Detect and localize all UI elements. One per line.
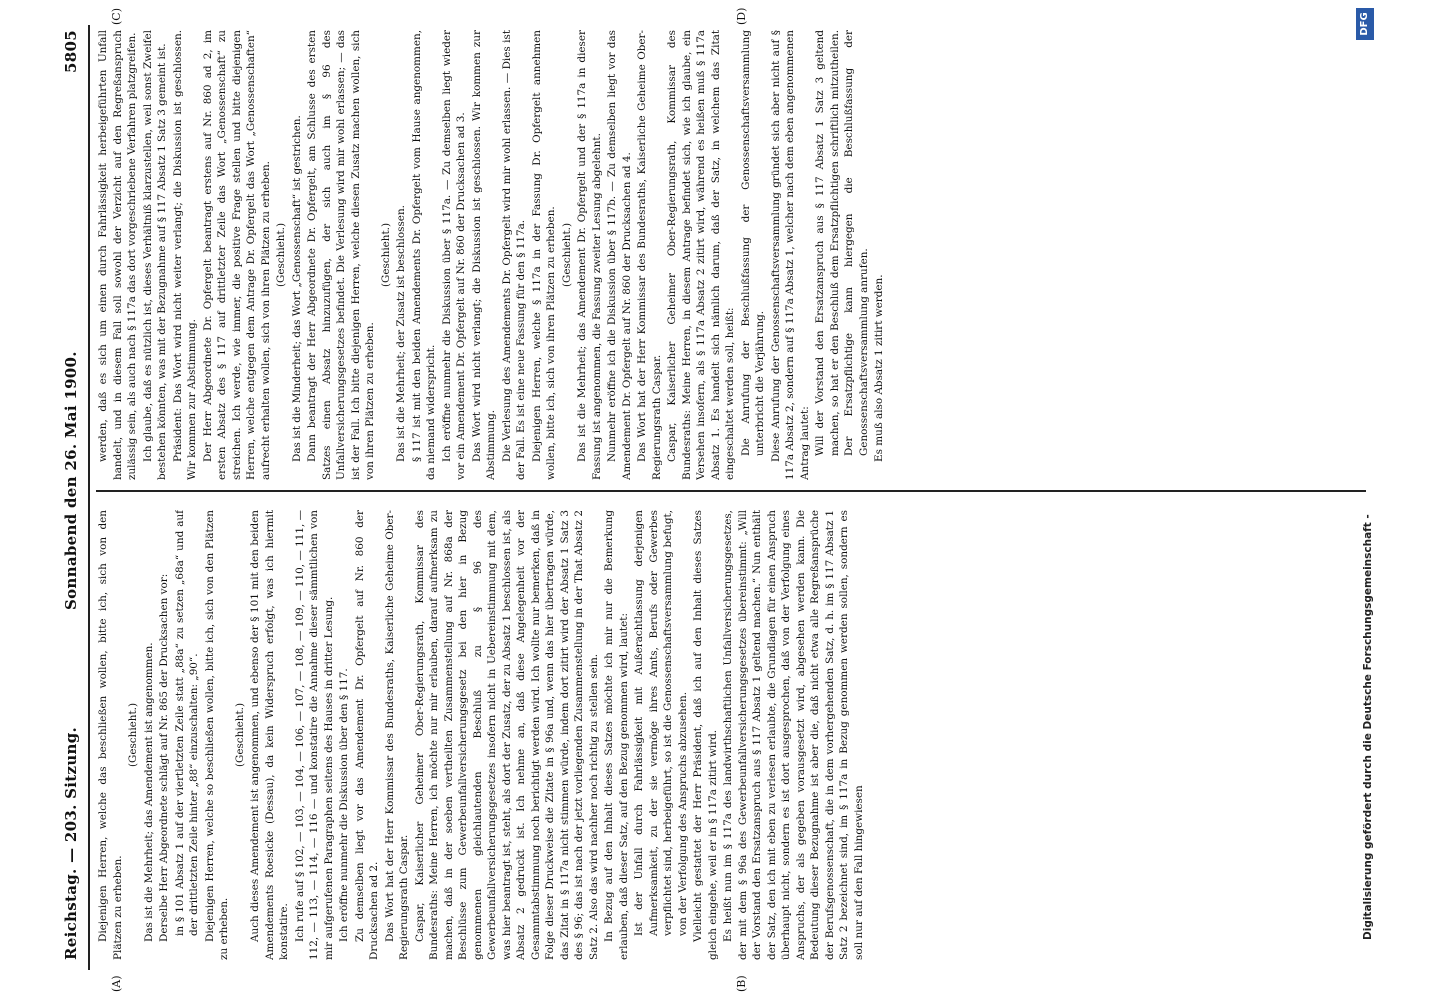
paragraph: Präsident: Das Wort wird nicht weiter verlangt; die Diskussion ist geschlossen. Wir kommen zur Abstimmung.	[171, 30, 198, 480]
paragraph: Derselbe Herr Abgeordnete schlägt auf Nr. 865 der Drucksachen vor:	[158, 573, 170, 942]
paragraph: Ich rufe auf § 102, — 103, — 104, — 106, — 107, — 108, — 109, — 110, — 111, — 112, — 113, — 114, — 116 — und konstatire die Annahme dieser sämmtlichen von mir aufgerufenen Paragraphen seitens des Hauses in dritter Lesung.	[293, 510, 335, 960]
paragraph: Ist der Unfall durch Fahrlässigkeit mit Außerachtlassung derjenigen Aufmerksamkeit, zu der sie vermöge ihres Amts, Berufs oder Gewerbes verpflichtet sind, herbeigeführt, so ist die Genossenschaftsversammlung befugt, von der Verfolgung des Anspruchs abzusehen.	[633, 510, 689, 936]
marker-b: (B)	[735, 975, 748, 992]
paragraph: Es heißt nun im § 117a des landwirthschaftlichen Unfallversicherungsgesetzes, der mit dem § 96a des Gewerbeunfallversicherungsgesetzes übereinstimmt: „Will der Vorstand den Ersatzanspruch aus § 117 Absatz 1 geltend machen.“ Nun enthält der Satz, den ich mit eben zu verlesen erlaubte, die Grundlagen für einen Anspruch überhaupt nicht, sondern es ist dort ausgesprochen, daß von der Verfolgung eines Anspruchs, der als gegeben vorausgesetzt wird, abgesehen werden kann. Die Bedeutung dieser Bezugnahme ist aber die, daß nicht etwa alle Regreßansprüche der Berufsgenossenschaft, die in dem vorhergehenden Satz, d. h. im § 117 Absatz 1 Satz 2 bezeichnet sind, im § 117a in Bezug genommen werden sollen, sondern es soll nur auf den Fall hingewiesen	[722, 510, 865, 960]
paragraph: (Geschieht.)	[560, 222, 573, 288]
header-date: Sonnabend den 26. Mai 1900.	[62, 351, 80, 610]
paragraph: § 117 ist mit den beiden Amendements Dr. Opfergelt vom Hause angenommen, da niemand widerspricht.	[410, 30, 437, 480]
paragraph: Die Verlesung des Amendements Dr. Opfergelt wird mir wohl erlassen. — Dies ist der Fall. Es ist eine neue Fassung für den § 117a.	[500, 30, 527, 480]
page-number: 5805	[62, 30, 80, 73]
paragraph: Das ist die Mehrheit; das Amendement ist angenommen.	[142, 642, 155, 942]
paragraph: werden, daß es sich um einen durch Fahrlässigkeit herbeigeführten Unfall handelt, und in diesem Fall soll sowohl der Verzicht auf den Regreßanspruch zulässig sein, als auch nach § 117a das dort vorgeschriebene Verfahren platzgreifen.	[97, 30, 138, 480]
paragraph: Nunmehr eröffne ich die Diskussion über § 117b. — Zu demselben liegt vor das Amendement Dr. Opfergelt auf Nr. 860 der Drucksachen ad 4.	[606, 30, 633, 480]
marker-c: (C)	[110, 8, 123, 25]
paragraph: Diejenigen Herren, welche § 117a in der Fassung Dr. Opfergelt annehmen wollen, bitte ich, sich von ihren Plätzen zu erheben.	[530, 30, 557, 480]
paragraph: Will der Vorstand den Ersatzanspruch aus § 117 Absatz 1 Satz 3 geltend machen, so hat er den Beschluß dem Ersatzpflichtigen schriftlich mitzutheilen. Der Ersatzpflichtige kann hiergegen die Beschlußfassung der Genossenschaftsversammlung anrufen.	[814, 30, 870, 456]
paragraph: Das ist die Mehrheit; der Zusatz ist beschlossen.	[395, 205, 407, 462]
paragraph: Auch dieses Amendement ist angenommen, und ebenso der § 101 mit den beiden Amendements Roesicke (Dessau), da kein Widerspruch erfolgt, was ich hiermit konstatire.	[249, 510, 290, 960]
paragraph: in § 101 Absatz 1 auf der viertletzten Zeile statt „88a“ zu setzen „68a“ und auf der drittletzten Zeile hinter „88“ einzuschalten: „90“.	[173, 510, 200, 936]
paragraph: Ich glaube, daß es nützlich ist, dieses Verhältniß klarzustellen, weil sonst Zweifel bestehen könnten, was mit der Bezugnahme auf § 117 Absatz 1 Satz 3 gemeint ist.	[141, 30, 168, 480]
paragraph: Caspar, Kaiserlicher Geheimer Ober-Regierungsrath, Kommissar des Bundesraths: Meine Herren, ich möchte nur mir erlauben, darauf aufmerksam zu machen, daß in der soeben vertheilten Zusammenstellung auf Nr. 868a der Beschlüsse zum Gewerbeunfallversicherungsgesetz bei den hier in Bezug genommenen gleichlautenden Beschluß zu § 96 des Gewerbeunfallversicherungsgesetzes insofern nicht in Uebereinstimmung mit dem, was hier beantragt ist, steht, als dort der Zusatz, der zu Absatz 1 beschlossen ist, als Absatz 2 gedruckt ist. Ich nehme an, daß diese Angelegenheit vor der Gesammtabstimmung noch berichtigt werden wird. Ich wollte nur bemerken, daß in Folge dieser Druckweise die Zitate in § 96a und, wenn das hier übertragen würde, das Zitat in § 117a nicht stimmen würde, indem dort zitirt wird der Absatz 1 Satz 3 des § 96; das ist nach der jetzt vorliegenden Zusammenstellung in der That Absatz 2 Satz 2. Also das wird nachher noch richtig zu stellen sein.	[413, 510, 600, 960]
paragraph: Ich eröffne nunmehr die Diskussion über § 117a. — Zu demselben liegt wieder vor ein Amendement Dr. Opfergelt auf Nr. 860 der Drucksachen ad 3.	[440, 30, 467, 480]
paragraph: (Geschieht.)	[233, 702, 246, 768]
left-column	[96, 510, 1366, 960]
dfg-logo: DFG	[1356, 8, 1374, 40]
header-rule	[88, 25, 90, 970]
paragraph: Ich eröffne nunmehr die Diskussion über den § 117.	[338, 668, 350, 942]
page-header	[62, 20, 86, 980]
paragraph: Diejenigen Herren, welche das beschließen wollen, bitte ich, sich von den Plätzen zu erheben.	[97, 510, 124, 960]
paragraph: Dann beantragt der Herr Abgeordnete Dr. Opfergelt, am Schlusse des ersten Satzes einen Absatz hinzuzufügen, der sich auch im § 96 des Unfallversicherungsgesetzes befindet. Die Verlesung wird mir wohl erlassen; — das ist der Fall. Ich bitte diejenigen Herren, welche diesen Zusatz machen wollen, sich von ihren Plätzen zu erheben.	[306, 30, 376, 480]
paragraph: Der Herr Abgeordnete Dr. Opfergelt beantragt erstens auf Nr. 860 ad 2, im ersten Absatz des § 117 auf drittletzter Zeile das Wort „Genossenschaft“ zu streichen. Ich werde, wie immer, die positive Frage stellen und bitte diejenigen Herren, welche entgegen dem Antrage Dr. Opfergelt das Wort „Genossenschaften“ aufrecht erhalten wollen, sich von ihren Plätzen zu erheben.	[201, 30, 272, 480]
paragraph: (Geschieht.)	[379, 222, 392, 288]
paragraph: Es muß also Absatz 1 zitirt werden.	[873, 274, 885, 462]
paragraph: In Bezug auf den Inhalt dieses Satzes möchte ich mir nur die Bemerkung erlauben, daß dieser Satz, auf den Bezug genommen wird, lautet:	[603, 510, 630, 960]
paragraph: Das Wort hat der Herr Kommissar des Bundesraths, Kaiserliche Geheime Ober-Regierungsrath Caspar.	[636, 30, 663, 480]
paragraph: Das ist die Mehrheit; das Amendement Dr. Opfergelt und der § 117a in dieser Fassung ist angenommen, die Fassung zweiter Lesung abgelehnt.	[576, 30, 603, 480]
paragraph: Die Anrufung der Beschlußfassung der Genossenschaftsversammlung unterbricht die Verjährung.	[739, 30, 766, 456]
paragraph: (Geschieht.)	[127, 702, 139, 768]
paragraph: Zu demselben liegt vor das Amendement Dr. Opfergelt auf Nr. 860 der Drucksachen ad 2.	[353, 510, 380, 960]
header-left: Reichstag. — 203. Sitzung.	[62, 726, 80, 960]
marker-a: (A)	[110, 975, 123, 992]
right-column	[96, 30, 1366, 480]
marker-d: (D)	[735, 7, 748, 25]
paragraph: Das Wort wird nicht verlangt; die Diskussion ist geschlossen. Wir kommen zur Abstimmung.	[470, 30, 497, 480]
column-divider	[96, 490, 1366, 492]
paragraph: Diejenigen Herren, welche so beschließen wollen, bitte ich, sich von den Plätzen zu erheben.	[203, 510, 230, 960]
paragraph: Vielleicht gestattet der Herr Präsident, daß ich auf den Inhalt dieses Satzes gleich eingehe, weil er in § 117a zitirt wird.	[692, 510, 719, 960]
paragraph: Diese Anrufung der Genossenschaftsversammlung gründet sich aber nicht auf § 117a Absatz 2, sondern auf § 117a Absatz 1, welcher nach dem eben angenommenen Antrag lautet:	[769, 30, 811, 480]
digitization-note: Digitalisierung gefördert durch die Deutsche Forschungsgemeinschaft -	[1362, 514, 1374, 940]
paragraph: (Geschieht.)	[275, 222, 287, 288]
paragraph: Das ist die Minderheit; das Wort „Genossenschaft“ ist gestrichen.	[290, 115, 303, 462]
paragraph: Das Wort hat der Herr Kommissar des Bundesraths, Kaiserliche Geheime Ober-Regierungsrath Caspar.	[383, 510, 410, 960]
paragraph: Caspar, Kaiserlicher Geheimer Ober-Regierungsrath, Kommissar des Bundesraths: Meine Herren, in diesem Antrage befindet sich, wie ich glaube, ein Versehen insofern, als § 117a Absatz 2 zitirt wird, während es heißen muß § 117a Absatz 1. Es handelt sich nämlich darum, daß der Satz, in welchem das Zitat eingeschaltet werden soll, heißt:	[666, 30, 736, 480]
